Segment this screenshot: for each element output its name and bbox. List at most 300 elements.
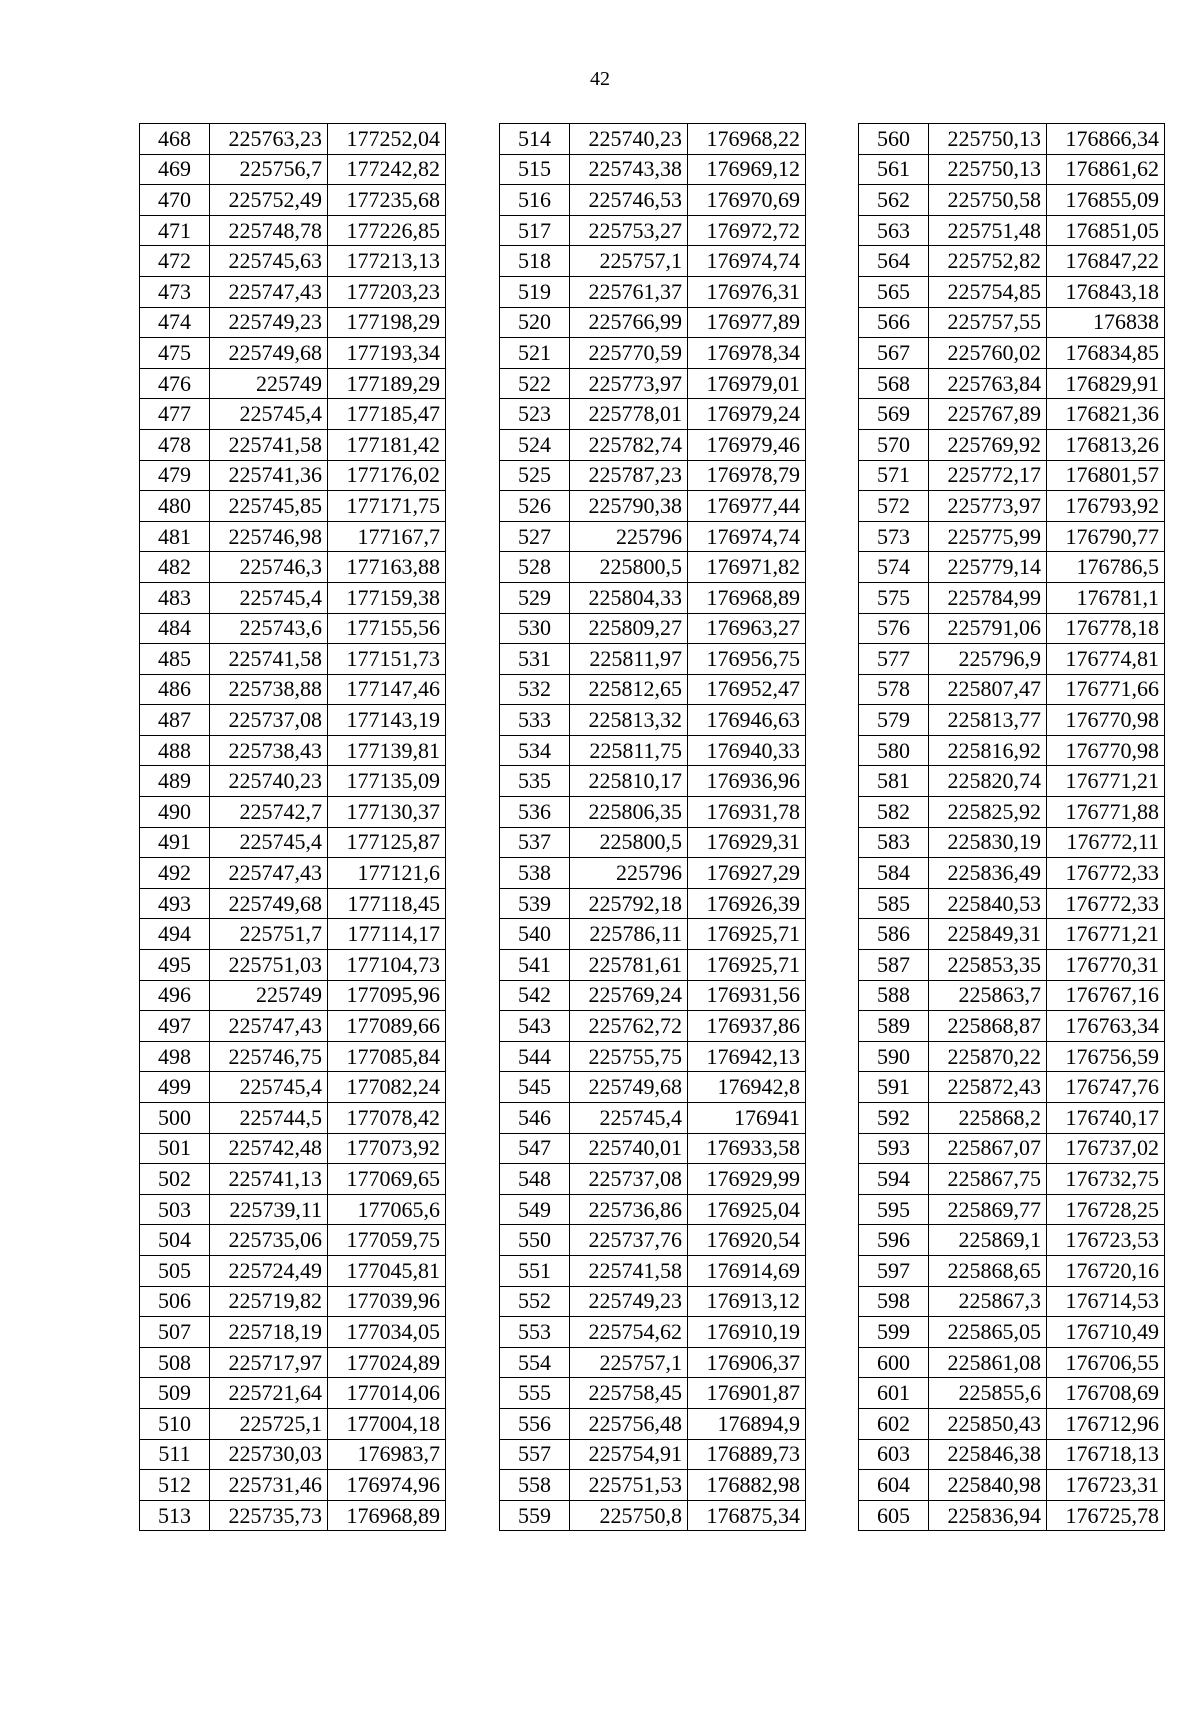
table-row	[140, 644, 446, 675]
table-row	[140, 613, 446, 644]
y-coordinate-cell: 176851,05	[1047, 215, 1165, 246]
table-row	[500, 1072, 806, 1103]
y-coordinate-cell: 177130,37	[328, 797, 446, 828]
table-row	[859, 1286, 1165, 1317]
x-coordinate-cell: 225811,97	[570, 644, 688, 675]
y-coordinate-cell: 177235,68	[328, 185, 446, 216]
y-coordinate-cell: 176793,92	[1047, 491, 1165, 522]
y-coordinate-cell: 176979,24	[688, 399, 806, 430]
x-coordinate-cell: 225756,7	[210, 154, 328, 185]
y-coordinate-cell: 177104,73	[328, 950, 446, 981]
point-number-cell: 547	[500, 1133, 570, 1164]
y-coordinate-cell: 176942,8	[688, 1072, 806, 1103]
table-row	[859, 1347, 1165, 1378]
table-row	[500, 1378, 806, 1409]
table-row	[859, 552, 1165, 583]
point-number-cell: 561	[859, 154, 929, 185]
point-number-cell: 521	[500, 338, 570, 369]
table-row	[500, 307, 806, 338]
x-coordinate-cell: 225721,64	[210, 1378, 328, 1409]
y-coordinate-cell: 177163,88	[328, 552, 446, 583]
table-row	[859, 368, 1165, 399]
table-row	[140, 950, 446, 981]
coordinates-table-3	[858, 123, 1165, 1531]
x-coordinate-cell: 225825,92	[929, 797, 1047, 828]
y-coordinate-cell: 176843,18	[1047, 276, 1165, 307]
table-row	[500, 185, 806, 216]
x-coordinate-cell: 225740,23	[210, 766, 328, 797]
x-coordinate-cell: 225757,55	[929, 307, 1047, 338]
point-number-cell: 470	[140, 185, 210, 216]
y-coordinate-cell: 176914,69	[688, 1255, 806, 1286]
x-coordinate-cell: 225792,18	[570, 888, 688, 919]
x-coordinate-cell: 225743,38	[570, 154, 688, 185]
x-coordinate-cell: 225868,87	[929, 1011, 1047, 1042]
point-number-cell: 527	[500, 521, 570, 552]
x-coordinate-cell: 225745,4	[210, 399, 328, 430]
y-coordinate-cell: 176968,89	[328, 1500, 446, 1531]
table-row	[140, 552, 446, 583]
table-row	[859, 950, 1165, 981]
table-row	[500, 1255, 806, 1286]
x-coordinate-cell: 225867,07	[929, 1133, 1047, 1164]
x-coordinate-cell: 225757,1	[570, 246, 688, 277]
x-coordinate-cell: 225740,23	[570, 124, 688, 155]
table-row	[140, 429, 446, 460]
point-number-cell: 520	[500, 307, 570, 338]
y-coordinate-cell: 176829,91	[1047, 368, 1165, 399]
point-number-cell: 515	[500, 154, 570, 185]
x-coordinate-cell: 225766,99	[570, 307, 688, 338]
y-coordinate-cell: 177078,42	[328, 1103, 446, 1134]
point-number-cell: 534	[500, 735, 570, 766]
x-coordinate-cell: 225749,68	[210, 888, 328, 919]
x-coordinate-cell: 225813,32	[570, 705, 688, 736]
y-coordinate-cell: 177039,96	[328, 1286, 446, 1317]
y-coordinate-cell: 176747,76	[1047, 1072, 1165, 1103]
y-coordinate-cell: 176979,01	[688, 368, 806, 399]
table-row	[859, 1194, 1165, 1225]
point-number-cell: 575	[859, 582, 929, 613]
point-number-cell: 491	[140, 827, 210, 858]
point-number-cell: 486	[140, 674, 210, 705]
point-number-cell: 588	[859, 980, 929, 1011]
table-row	[859, 429, 1165, 460]
table-row	[859, 797, 1165, 828]
y-coordinate-cell: 176882,98	[688, 1470, 806, 1501]
point-number-cell: 502	[140, 1164, 210, 1195]
x-coordinate-cell: 225800,5	[570, 827, 688, 858]
point-number-cell: 596	[859, 1225, 929, 1256]
y-coordinate-cell: 176756,59	[1047, 1041, 1165, 1072]
x-coordinate-cell: 225773,97	[570, 368, 688, 399]
y-coordinate-cell: 177185,47	[328, 399, 446, 430]
table-row	[500, 552, 806, 583]
point-number-cell: 480	[140, 491, 210, 522]
x-coordinate-cell: 225742,7	[210, 797, 328, 828]
point-number-cell: 509	[140, 1378, 210, 1409]
x-coordinate-cell: 225750,8	[570, 1500, 688, 1531]
x-coordinate-cell: 225748,78	[210, 215, 328, 246]
y-coordinate-cell: 176834,85	[1047, 338, 1165, 369]
x-coordinate-cell: 225867,75	[929, 1164, 1047, 1195]
point-number-cell: 592	[859, 1103, 929, 1134]
x-coordinate-cell: 225750,13	[929, 154, 1047, 185]
x-coordinate-cell: 225724,49	[210, 1255, 328, 1286]
table-row	[140, 1500, 446, 1531]
table-row	[140, 1011, 446, 1042]
table-row	[140, 1072, 446, 1103]
table-row	[859, 919, 1165, 950]
x-coordinate-cell: 225849,31	[929, 919, 1047, 950]
table-row	[140, 735, 446, 766]
table-row	[859, 1439, 1165, 1470]
table-row	[140, 1164, 446, 1195]
x-coordinate-cell: 225796,9	[929, 644, 1047, 675]
y-coordinate-cell: 176978,34	[688, 338, 806, 369]
y-coordinate-cell: 177198,29	[328, 307, 446, 338]
table-row	[140, 980, 446, 1011]
y-coordinate-cell: 177045,81	[328, 1255, 446, 1286]
x-coordinate-cell: 225770,59	[570, 338, 688, 369]
table-row	[859, 460, 1165, 491]
point-number-cell: 566	[859, 307, 929, 338]
table-row	[140, 1378, 446, 1409]
point-number-cell: 513	[140, 1500, 210, 1531]
x-coordinate-cell: 225737,08	[210, 705, 328, 736]
x-coordinate-cell: 225730,03	[210, 1439, 328, 1470]
y-coordinate-cell: 177024,89	[328, 1347, 446, 1378]
y-coordinate-cell: 176931,78	[688, 797, 806, 828]
table-row	[140, 1439, 446, 1470]
x-coordinate-cell: 225806,35	[570, 797, 688, 828]
point-number-cell: 569	[859, 399, 929, 430]
table-row	[500, 154, 806, 185]
x-coordinate-cell: 225745,4	[570, 1103, 688, 1134]
table-row	[859, 185, 1165, 216]
point-number-cell: 477	[140, 399, 210, 430]
table-row	[140, 460, 446, 491]
point-number-cell: 546	[500, 1103, 570, 1134]
table-row	[500, 246, 806, 277]
point-number-cell: 535	[500, 766, 570, 797]
y-coordinate-cell: 176813,26	[1047, 429, 1165, 460]
x-coordinate-cell: 225739,11	[210, 1194, 328, 1225]
x-coordinate-cell: 225747,43	[210, 858, 328, 889]
y-coordinate-cell: 176942,13	[688, 1041, 806, 1072]
point-number-cell: 598	[859, 1286, 929, 1317]
table-row	[500, 1286, 806, 1317]
x-coordinate-cell: 225872,43	[929, 1072, 1047, 1103]
x-coordinate-cell: 225745,63	[210, 246, 328, 277]
y-coordinate-cell: 176931,56	[688, 980, 806, 1011]
point-number-cell: 562	[859, 185, 929, 216]
y-coordinate-cell: 176977,89	[688, 307, 806, 338]
table-row	[859, 154, 1165, 185]
table-row	[140, 399, 446, 430]
x-coordinate-cell: 225870,22	[929, 1041, 1047, 1072]
table-row	[140, 888, 446, 919]
point-number-cell: 481	[140, 521, 210, 552]
point-number-cell: 593	[859, 1133, 929, 1164]
table-row	[140, 1225, 446, 1256]
coordinates-table-2	[499, 123, 806, 1531]
x-coordinate-cell: 225749,23	[210, 307, 328, 338]
y-coordinate-cell: 177085,84	[328, 1041, 446, 1072]
y-coordinate-cell: 177147,46	[328, 674, 446, 705]
table-row	[859, 858, 1165, 889]
x-coordinate-cell: 225741,13	[210, 1164, 328, 1195]
point-number-cell: 475	[140, 338, 210, 369]
y-coordinate-cell: 176977,44	[688, 491, 806, 522]
point-number-cell: 558	[500, 1470, 570, 1501]
table-row	[859, 491, 1165, 522]
x-coordinate-cell: 225763,23	[210, 124, 328, 155]
point-number-cell: 597	[859, 1255, 929, 1286]
point-number-cell: 555	[500, 1378, 570, 1409]
y-coordinate-cell: 177242,82	[328, 154, 446, 185]
point-number-cell: 571	[859, 460, 929, 491]
point-number-cell: 589	[859, 1011, 929, 1042]
y-coordinate-cell: 176889,73	[688, 1439, 806, 1470]
y-coordinate-cell: 176941	[688, 1103, 806, 1134]
table-row	[500, 491, 806, 522]
y-coordinate-cell: 177004,18	[328, 1408, 446, 1439]
y-coordinate-cell: 176971,82	[688, 552, 806, 583]
x-coordinate-cell: 225749,68	[570, 1072, 688, 1103]
table-row	[500, 705, 806, 736]
point-number-cell: 483	[140, 582, 210, 613]
point-number-cell: 474	[140, 307, 210, 338]
table-row	[859, 1470, 1165, 1501]
point-number-cell: 507	[140, 1317, 210, 1348]
table-row	[859, 338, 1165, 369]
point-number-cell: 587	[859, 950, 929, 981]
point-number-cell: 472	[140, 246, 210, 277]
x-coordinate-cell: 225747,43	[210, 276, 328, 307]
x-coordinate-cell: 225869,77	[929, 1194, 1047, 1225]
y-coordinate-cell: 176771,66	[1047, 674, 1165, 705]
point-number-cell: 599	[859, 1317, 929, 1348]
table-row	[140, 674, 446, 705]
y-coordinate-cell: 176926,39	[688, 888, 806, 919]
x-coordinate-cell: 225869,1	[929, 1225, 1047, 1256]
table-row	[140, 1133, 446, 1164]
table-row	[500, 644, 806, 675]
y-coordinate-cell: 176771,21	[1047, 919, 1165, 950]
x-coordinate-cell: 225787,23	[570, 460, 688, 491]
point-number-cell: 560	[859, 124, 929, 155]
y-coordinate-cell: 176861,62	[1047, 154, 1165, 185]
point-number-cell: 496	[140, 980, 210, 1011]
x-coordinate-cell: 225763,84	[929, 368, 1047, 399]
point-number-cell: 554	[500, 1347, 570, 1378]
point-number-cell: 511	[140, 1439, 210, 1470]
x-coordinate-cell: 225717,97	[210, 1347, 328, 1378]
y-coordinate-cell: 176790,77	[1047, 521, 1165, 552]
y-coordinate-cell: 176838	[1047, 307, 1165, 338]
point-number-cell: 594	[859, 1164, 929, 1195]
table-row	[140, 858, 446, 889]
table-row	[500, 582, 806, 613]
table-row	[859, 1255, 1165, 1286]
table-row	[859, 399, 1165, 430]
point-number-cell: 504	[140, 1225, 210, 1256]
table-row	[140, 797, 446, 828]
y-coordinate-cell: 177014,06	[328, 1378, 446, 1409]
point-number-cell: 510	[140, 1408, 210, 1439]
y-coordinate-cell: 176963,27	[688, 613, 806, 644]
y-coordinate-cell: 176969,12	[688, 154, 806, 185]
table-row	[859, 613, 1165, 644]
point-number-cell: 584	[859, 858, 929, 889]
table-row	[500, 460, 806, 491]
point-number-cell: 473	[140, 276, 210, 307]
x-coordinate-cell: 225753,27	[570, 215, 688, 246]
x-coordinate-cell: 225754,62	[570, 1317, 688, 1348]
y-coordinate-cell: 177073,92	[328, 1133, 446, 1164]
x-coordinate-cell: 225800,5	[570, 552, 688, 583]
y-coordinate-cell: 177143,19	[328, 705, 446, 736]
x-coordinate-cell: 225778,01	[570, 399, 688, 430]
y-coordinate-cell: 176708,69	[1047, 1378, 1165, 1409]
x-coordinate-cell: 225745,4	[210, 1072, 328, 1103]
table-row	[500, 124, 806, 155]
point-number-cell: 573	[859, 521, 929, 552]
point-number-cell: 487	[140, 705, 210, 736]
y-coordinate-cell: 176925,04	[688, 1194, 806, 1225]
y-coordinate-cell: 176740,17	[1047, 1103, 1165, 1134]
table-row	[859, 888, 1165, 919]
table-row	[500, 1470, 806, 1501]
point-number-cell: 548	[500, 1164, 570, 1195]
x-coordinate-cell: 225791,06	[929, 613, 1047, 644]
point-number-cell: 600	[859, 1347, 929, 1378]
point-number-cell: 485	[140, 644, 210, 675]
y-coordinate-cell: 176952,47	[688, 674, 806, 705]
x-coordinate-cell: 225769,24	[570, 980, 688, 1011]
x-coordinate-cell: 225868,65	[929, 1255, 1047, 1286]
x-coordinate-cell: 225743,6	[210, 613, 328, 644]
table-row	[140, 1408, 446, 1439]
point-number-cell: 500	[140, 1103, 210, 1134]
x-coordinate-cell: 225754,85	[929, 276, 1047, 307]
point-number-cell: 582	[859, 797, 929, 828]
point-number-cell: 551	[500, 1255, 570, 1286]
table-row	[859, 1103, 1165, 1134]
y-coordinate-cell: 176728,25	[1047, 1194, 1165, 1225]
y-coordinate-cell: 176770,98	[1047, 705, 1165, 736]
x-coordinate-cell: 225810,17	[570, 766, 688, 797]
table-row	[140, 307, 446, 338]
x-coordinate-cell: 225813,77	[929, 705, 1047, 736]
table-row	[140, 124, 446, 155]
point-number-cell: 494	[140, 919, 210, 950]
point-number-cell: 577	[859, 644, 929, 675]
y-coordinate-cell: 176770,31	[1047, 950, 1165, 981]
y-coordinate-cell: 177082,24	[328, 1072, 446, 1103]
table-row	[500, 368, 806, 399]
point-number-cell: 568	[859, 368, 929, 399]
table-row	[859, 1133, 1165, 1164]
y-coordinate-cell: 176821,36	[1047, 399, 1165, 430]
y-coordinate-cell: 177193,34	[328, 338, 446, 369]
point-number-cell: 572	[859, 491, 929, 522]
x-coordinate-cell: 225749	[210, 980, 328, 1011]
table-row	[140, 582, 446, 613]
y-coordinate-cell: 176718,13	[1047, 1439, 1165, 1470]
y-coordinate-cell: 176913,12	[688, 1286, 806, 1317]
x-coordinate-cell: 225830,19	[929, 827, 1047, 858]
x-coordinate-cell: 225749,23	[570, 1286, 688, 1317]
y-coordinate-cell: 176972,72	[688, 215, 806, 246]
y-coordinate-cell: 176875,34	[688, 1500, 806, 1531]
y-coordinate-cell: 176725,78	[1047, 1500, 1165, 1531]
y-coordinate-cell: 176974,74	[688, 246, 806, 277]
point-number-cell: 549	[500, 1194, 570, 1225]
y-coordinate-cell: 177151,73	[328, 644, 446, 675]
y-coordinate-cell: 176801,57	[1047, 460, 1165, 491]
point-number-cell: 478	[140, 429, 210, 460]
point-number-cell: 506	[140, 1286, 210, 1317]
y-coordinate-cell: 177213,13	[328, 246, 446, 277]
y-coordinate-cell: 176710,49	[1047, 1317, 1165, 1348]
y-coordinate-cell: 176778,18	[1047, 613, 1165, 644]
point-number-cell: 501	[140, 1133, 210, 1164]
point-number-cell: 524	[500, 429, 570, 460]
point-number-cell: 479	[140, 460, 210, 491]
point-number-cell: 519	[500, 276, 570, 307]
y-coordinate-cell: 177121,6	[328, 858, 446, 889]
y-coordinate-cell: 177171,75	[328, 491, 446, 522]
table-row	[859, 1408, 1165, 1439]
y-coordinate-cell: 177252,04	[328, 124, 446, 155]
table-row	[140, 338, 446, 369]
y-coordinate-cell: 177095,96	[328, 980, 446, 1011]
table-row	[500, 888, 806, 919]
table-row	[859, 674, 1165, 705]
x-coordinate-cell: 225731,46	[210, 1470, 328, 1501]
x-coordinate-cell: 225749	[210, 368, 328, 399]
page-number: 42	[590, 68, 610, 90]
y-coordinate-cell: 176774,81	[1047, 644, 1165, 675]
point-number-cell: 604	[859, 1470, 929, 1501]
table-row	[140, 215, 446, 246]
point-number-cell: 565	[859, 276, 929, 307]
point-number-cell: 543	[500, 1011, 570, 1042]
table-row	[859, 644, 1165, 675]
point-number-cell: 525	[500, 460, 570, 491]
y-coordinate-cell: 177065,6	[328, 1194, 446, 1225]
y-coordinate-cell: 177189,29	[328, 368, 446, 399]
table-row	[859, 1317, 1165, 1348]
point-number-cell: 512	[140, 1470, 210, 1501]
x-coordinate-cell: 225741,58	[210, 644, 328, 675]
x-coordinate-cell: 225746,53	[570, 185, 688, 216]
table-row	[859, 124, 1165, 155]
table-row	[140, 1286, 446, 1317]
x-coordinate-cell: 225741,58	[210, 429, 328, 460]
x-coordinate-cell: 225840,53	[929, 888, 1047, 919]
x-coordinate-cell: 225812,65	[570, 674, 688, 705]
x-coordinate-cell: 225736,86	[570, 1194, 688, 1225]
table-row	[140, 521, 446, 552]
table-row	[859, 276, 1165, 307]
x-coordinate-cell: 225782,74	[570, 429, 688, 460]
table-row	[859, 246, 1165, 277]
y-coordinate-cell: 176770,98	[1047, 735, 1165, 766]
y-coordinate-cell: 176920,54	[688, 1225, 806, 1256]
